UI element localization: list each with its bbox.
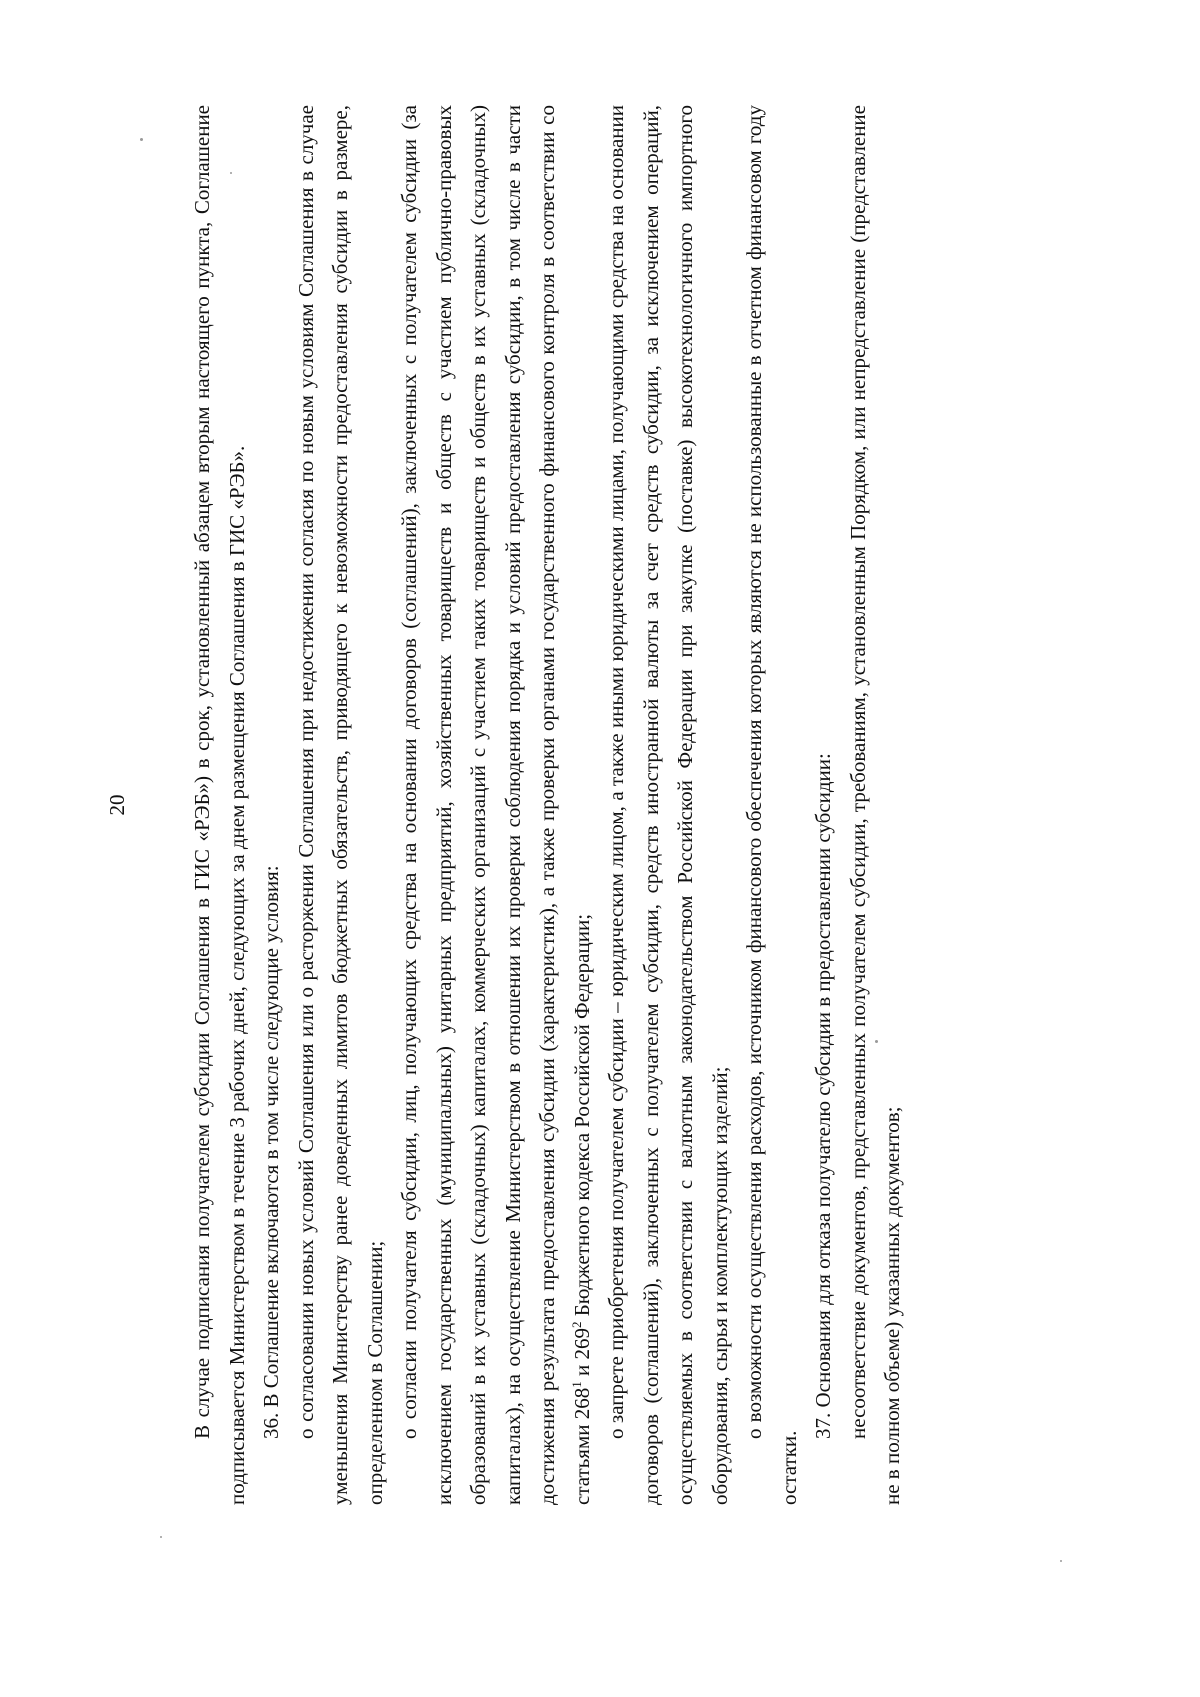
scan-speck — [230, 172, 232, 174]
consent-text-end: Бюджетного кодекса Российской Федерации; — [569, 913, 594, 1322]
paragraph-new-conditions: о согласовании новых условий Соглашения или о расторжении Соглашения при недостижении согласия по новым условиям Соглашения в случае уменьшения Министерству ранее доведенных лимитов бюджетных обязательств, приводящего к невозможности предоставления субсидии в размере, определенном в Соглашении; — [293, 105, 387, 1505]
scan-speck — [1060, 1560, 1062, 1562]
paragraph-noncompliance: несоответствие документов, представленных получателем субсидии, требованиям, установленным Порядком, или непредставление (представление не в полном объеме) указанных документов; — [845, 105, 904, 1505]
paragraph-clause-37: 37. Основания для отказа получателю субсидии в предоставлении субсидии: — [811, 753, 835, 1439]
page-number: 20 — [105, 794, 129, 816]
paragraph-remaining-funds: о возможности осуществления расходов, источником финансового обеспечения которых являются не использованные в отчетном финансовом году остатки. — [742, 105, 801, 1505]
scan-speck — [160, 1536, 162, 1538]
consent-text: о согласии получателя субсидии, лиц, получающих средства на основании договоров (соглашений), заключенных с получателем субсидии (за исключением государственных (муниципальных) унитарных предприятий, хозяйственных товариществ и обществ с участием публично-правовых образований в их уставных (складочных) капиталах, коммерческих организаций с участием таких товариществ и обществ в их уставных (складочных) капиталах), на осуществление Министерством в отношении их проверки соблюдения порядка и условий предоставления субсидии, в том числе в части достижения результата предоставления субсидии (характеристик), а также проверки органами государственного финансового контроля в соответствии со статьями 268 — [397, 105, 594, 1505]
rotated-page-content — [95, 105, 1105, 1505]
superscript-2: 2 — [568, 1321, 584, 1329]
paragraph-clause-36: 36. В Соглашение включаются в том числе следующие условия: — [259, 865, 283, 1439]
paragraph-currency-ban: о запрете приобретения получателем субсидии – юридическим лицом, а также иными юридическими лицами, получающими средства на основании договоров (соглашений), заключенных с получателем субсидии, средств иностранной валюты за счет средств субсидии, за исключением операций, осуществляемых в соответствии с валютным законодательством Российской Федерации при закупке (поставке) высокотехнологичного импортного оборудования, сырья и комплектующих изделий; — [604, 105, 732, 1505]
superscript-1: 1 — [568, 1381, 584, 1388]
scan-speck — [140, 138, 143, 141]
document-body — [185, 105, 910, 1505]
paragraph-consent-inspection — [392, 105, 599, 1505]
paragraph-signing: В случае подписания получателем субсидии Соглашения в ГИС «РЭБ») в срок, установленный абзацем вторым настоящего пункта, Соглашение подписывается Министерством в течение 3 рабочих дней, следующих за днем размещения Соглашения в ГИС «РЭБ». — [190, 105, 249, 1505]
scan-speck — [875, 1040, 878, 1043]
consent-text-and: и 269 — [569, 1328, 594, 1382]
